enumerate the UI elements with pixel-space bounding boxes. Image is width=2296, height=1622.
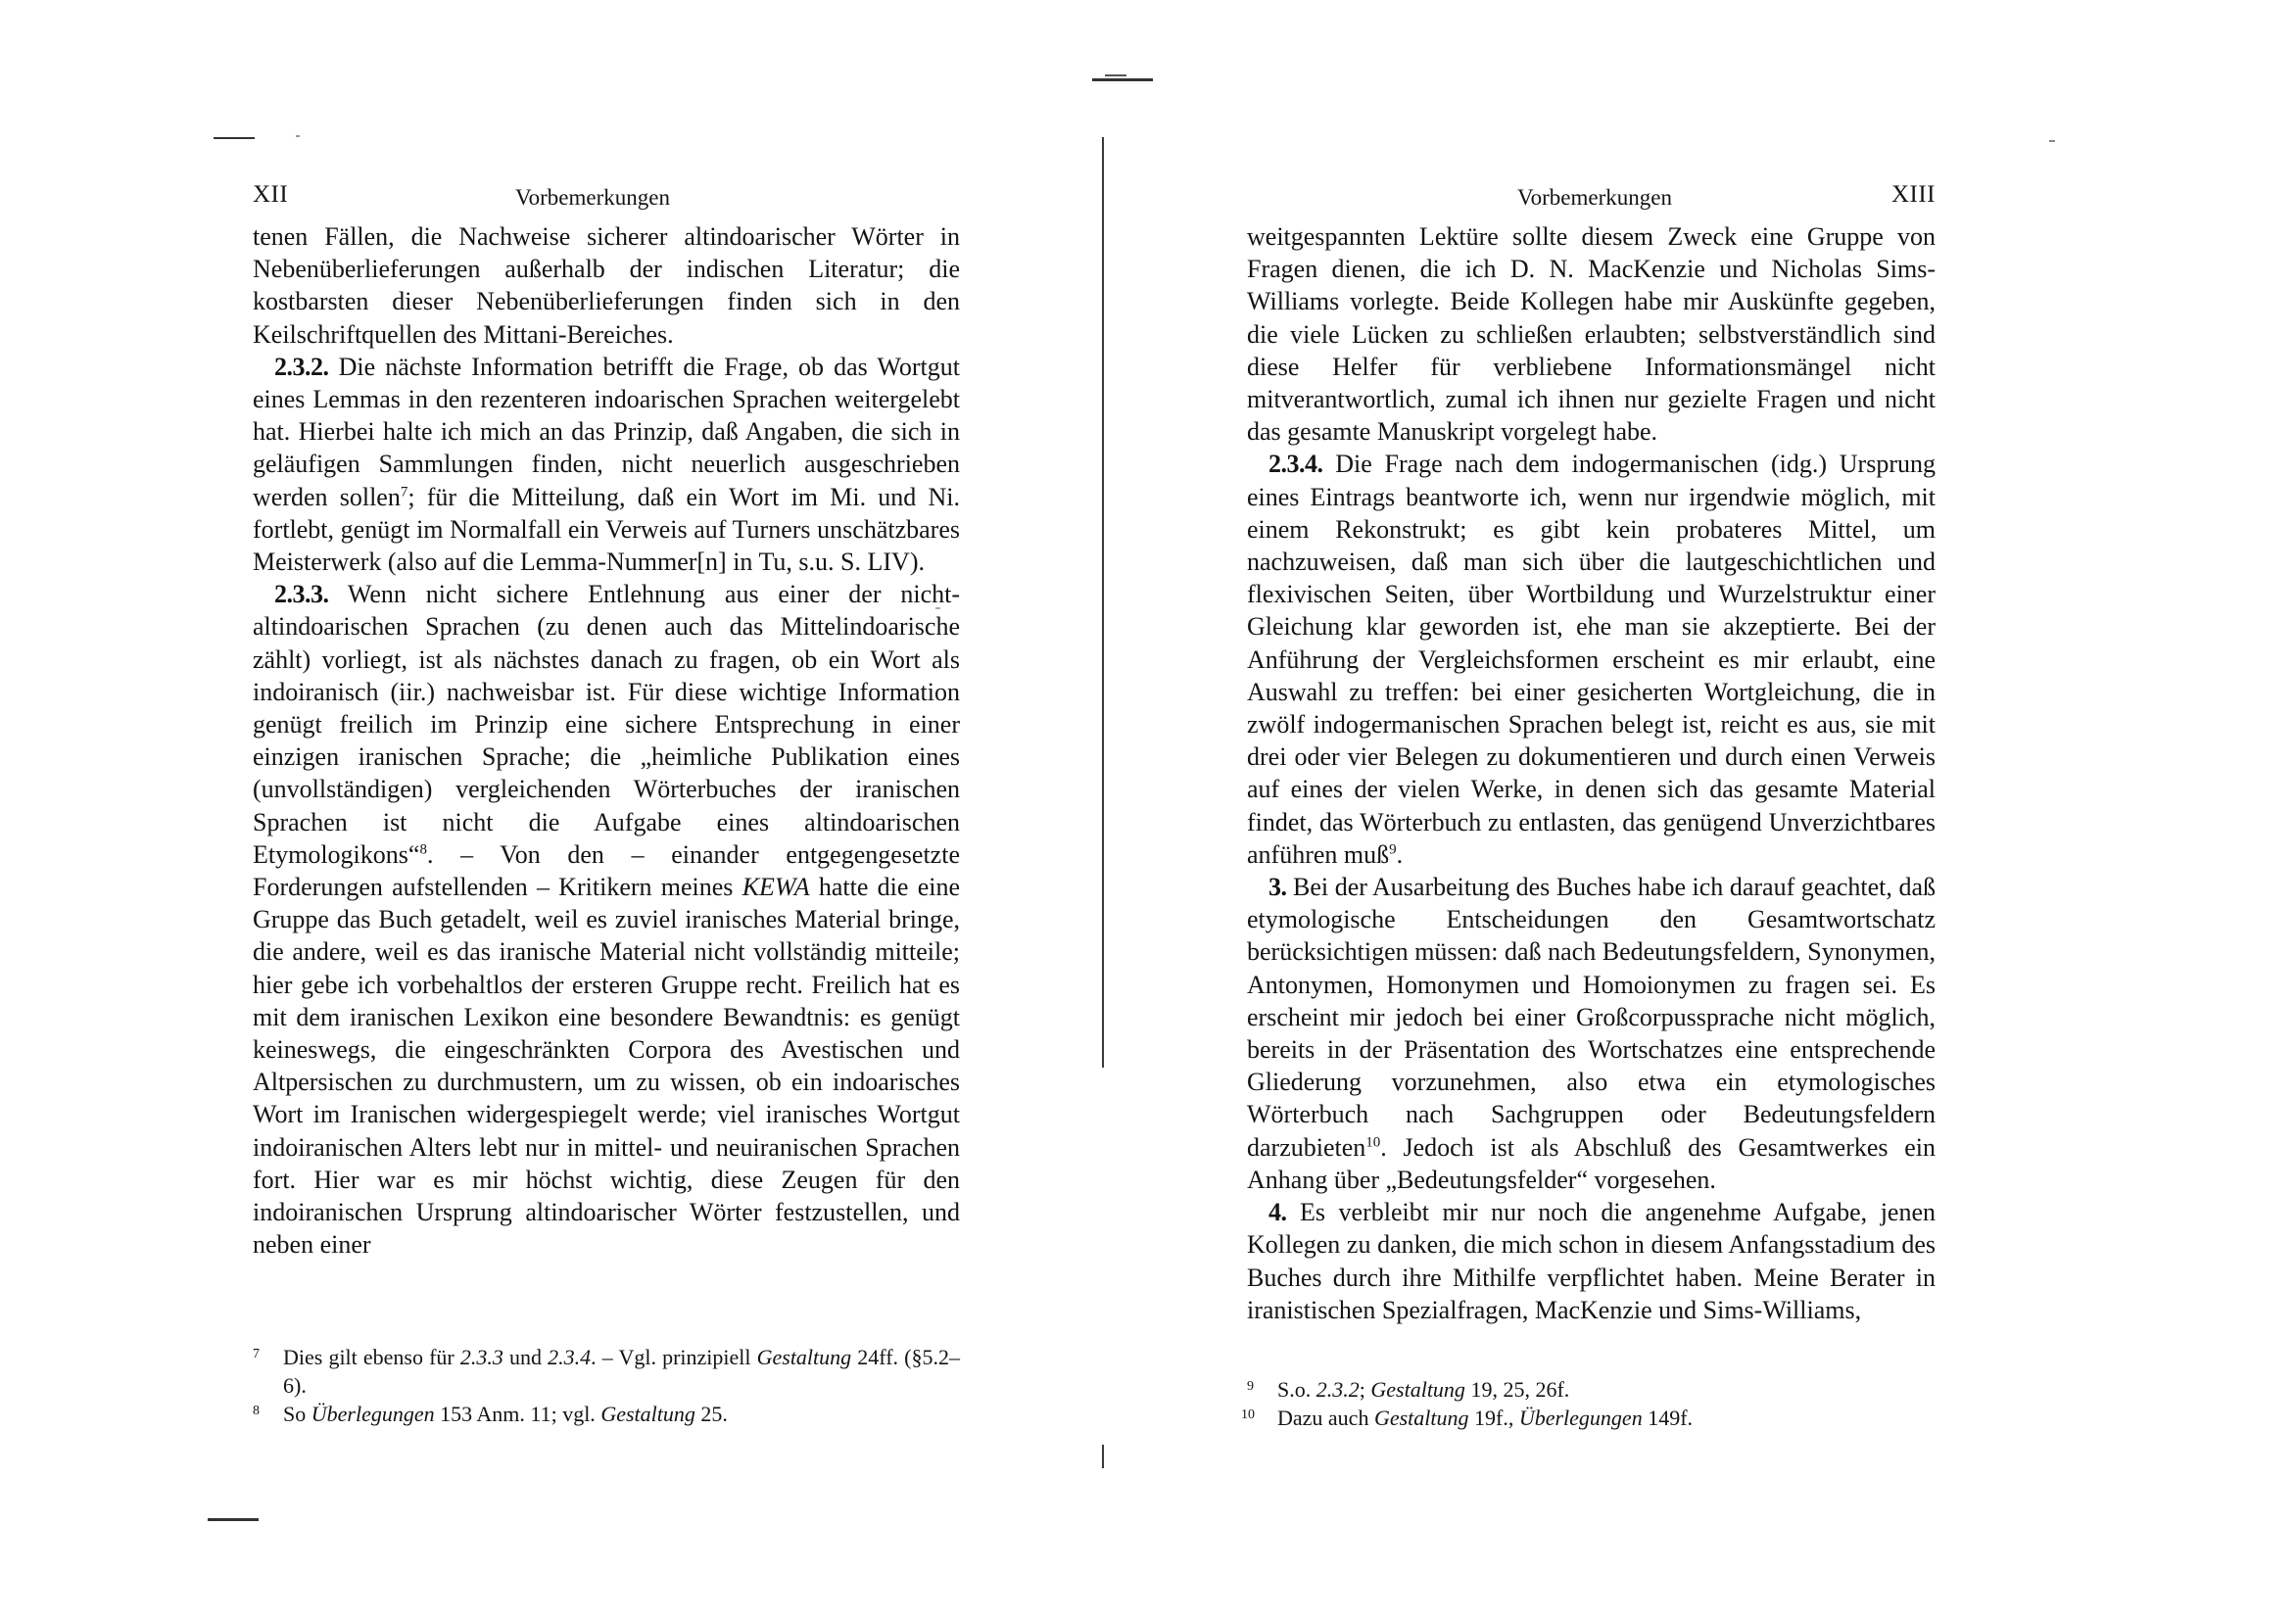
footnote — [1247, 1375, 1936, 1404]
paragraph — [1247, 448, 1936, 871]
section-number: 2.3.3. — [274, 580, 329, 609]
text-run: hatte die eine Gruppe das Buch getadelt, weil es zuviel iranisches Material bringe, die andere, weil es das iranische Material nicht vollständig mitteile; hier gebe ich vorbehaltlos der ersteren Gruppe recht. Freilich hat es mit dem iranischen Lexikon eine besondere Bewandtnis: es genügt keineswegs, die eingeschränkten Corpora des Avestischen und Altpersischen zu durchmustern, um zu wissen, ob ein indoarisches Wort im Iranischen widergespiegelt werde; viel iranisches Wortgut indoiranischen Alters lebt nur in mittel- und neuiranischen Sprachen fort. Hier war es mir höchst wichtig, diese Zeugen für den indoiranischen Ursprung altindoarischer Wörter festzustellen, und neben einer — [253, 873, 960, 1260]
left-page — [253, 181, 960, 1262]
footnote-mark: 9 — [1247, 1379, 1254, 1394]
text-run: tenen Fällen, die Nachweise sicherer altindoarischer Wörter in Nebenüberlieferungen außerhalb der indischen Literatur; die kostbarsten dieser Nebenüberlieferungen finden sich in den Keilschriftquellen des Mittani-Bereiches. — [253, 222, 960, 349]
right-page — [1247, 181, 1936, 1326]
footnote-ref: 7 — [400, 483, 408, 500]
italic-run: Gestaltung — [1370, 1377, 1465, 1402]
footnote — [253, 1343, 960, 1400]
scan-mark — [1105, 74, 1126, 76]
italic-run: 2.3.3 — [459, 1345, 503, 1369]
paragraph — [1247, 1196, 1936, 1326]
scan-mark — [2049, 140, 2055, 142]
section-number: 4. — [1268, 1198, 1287, 1227]
footnote-ref: 8 — [419, 841, 427, 858]
section-number: 2.3.2. — [274, 352, 329, 381]
scan-mark — [214, 137, 255, 139]
right-page-header — [1247, 181, 1936, 220]
text-run: 153 Anm. 11; vgl. — [434, 1402, 601, 1426]
italic-run: KEWA — [741, 873, 810, 902]
text-run: . – Vgl. prinzipiell — [591, 1345, 757, 1369]
footnote — [1241, 1404, 1936, 1432]
paragraph — [1247, 871, 1936, 1196]
text-run: So — [283, 1402, 311, 1426]
right-page-body — [1247, 220, 1936, 1326]
text-run: Wenn nicht sichere Entlehnung aus einer der nicht-altindoarischen Sprachen (zu denen auch das Mittelindoarische zählt) vorliegt, ist als nächstes danach zu fragen, ob ein Wort als indoiranisch (iir.) nachweisbar ist. Für diese wichtige Information genügt freilich im Prinzip eine sichere Entsprechung in einer einzigen iranischen Sprache; die „heimliche Publikation eines (unvollständigen) vergleichenden Wörterbuches der iranischen Sprachen ist nicht die Aufgabe eines altindoarischen Etymologikons“ — [253, 580, 960, 869]
text-run: ; für die Mitteilung, daß ein Wort im Mi. und Ni. fortlebt, genügt im Normalfall ein Verweis auf Turners unschätzbares Meisterwerk (also auf die Lemma-Nummer[n] in Tu, s.u. S. LIV). — [253, 482, 961, 577]
text-run: Die nächste Information betrifft die Frage, ob das Wortgut eines Lemmas in den rezenteren indoarischen Sprachen weitergelebt hat. Hierbei halte ich mich an das Prinzip, daß Angaben, die sich in geläufigen Sammlungen finden, nicht neuerlich ausgeschrieben werden sollen — [253, 352, 960, 511]
right-footnotes — [1241, 1375, 1936, 1432]
footnote — [253, 1400, 960, 1428]
text-run: weitgespannten Lektüre sollte diesem Zweck eine Gruppe von Fragen dienen, die ich D. N. MacKenzie und Nicholas Sims-Williams vorlegte. Beide Kollegen habe mir Auskünfte gegeben, die viele Lücken zu schließen erlaubten; selbstverständlich sind diese Helfer für verbliebene Informationsmängel nicht mitverantwortlich, zumal ich ihnen nur gezielte Fragen und nicht das gesamte Manuskript vorgelegt habe. — [1247, 222, 1936, 447]
footnote-mark: 7 — [253, 1347, 260, 1361]
text-run: Dies gilt ebenso für — [283, 1345, 460, 1369]
text-run: S.o. — [1277, 1377, 1316, 1402]
text-run: 19, 25, 26f. — [1464, 1377, 1570, 1402]
scan-mark — [1092, 78, 1153, 81]
footnote-ref: 9 — [1389, 841, 1397, 858]
italic-run: 2.3.4 — [548, 1345, 592, 1369]
italic-run: Gestaltung — [1373, 1406, 1469, 1430]
scan-mark — [296, 135, 300, 137]
left-page-header — [253, 181, 960, 220]
scan-mark — [208, 1518, 259, 1521]
paragraph — [253, 578, 960, 1261]
italic-run: Überlegungen — [311, 1402, 435, 1426]
paragraph — [253, 220, 960, 351]
text-run: 24ff. (§5.2–6). — [283, 1345, 960, 1398]
text-run: Die Frage nach dem indogermanischen (idg.) Ursprung eines Eintrags beantworte ich, wenn nur irgendwie möglich, mit einem Rekonstrukt; es gibt kein probateres Mittel, um nachzuweisen, daß man sich über die lautgeschichtlichen und flexivischen Seiten, über Wortbildung und Wurzelstruktur einer Gleichung klar geworden ist, ehe man sie akzeptierte. Bei der Anführung der Vergleichsformen erscheint es mir erlaubt, eine Auswahl zu treffen: bei einer gesicherten Wortgleichung, die in zwölf indogermanischen Sprachen belegt ist, reicht es aus, sie mit drei oder vier Belegen zu dokumentieren und durch einen Verweis auf eines der vielen Werke, in denen sich das gesamte Material findet, das Wörterbuch zu entlasten, das genügend Unverzichtbares anführen muß — [1247, 450, 1936, 869]
italic-run: Überlegungen — [1518, 1406, 1643, 1430]
paragraph — [1247, 220, 1936, 448]
text-run: 19f., — [1468, 1406, 1519, 1430]
text-run: . Jedoch ist als Abschluß des Gesamtwerkes ein Anhang über „Bedeutungsfelder“ vorgesehen. — [1247, 1132, 1936, 1194]
running-head: Vorbemerkungen — [515, 185, 670, 210]
text-run: und — [502, 1345, 549, 1369]
gutter-line — [1102, 1445, 1104, 1468]
section-number: 2.3.4. — [1268, 450, 1323, 479]
italic-run: Gestaltung — [600, 1402, 695, 1426]
left-page-body — [253, 220, 960, 1262]
footnote-ref: 10 — [1365, 1134, 1381, 1151]
paragraph — [253, 351, 960, 578]
text-run: . – Von den – einander entgegengesetzte Forderungen aufstellenden – Kritikern meines — [253, 839, 960, 902]
page-number: XII — [253, 181, 289, 208]
text-run: . — [1396, 839, 1404, 869]
italic-run: Gestaltung — [756, 1345, 852, 1369]
text-run: Dazu auch — [1277, 1406, 1374, 1430]
gutter-line — [1102, 137, 1104, 1068]
footnote-mark: 10 — [1241, 1407, 1255, 1422]
text-run: 25. — [694, 1402, 728, 1426]
footnote-mark: 8 — [253, 1404, 260, 1418]
text-run: Es verbleibt mir nur noch die angenehme Aufgabe, jenen Kollegen zu danken, die mich schon in diesem Anfangsstadium des Buches durch ihre Mithilfe verpflichtet haben. Meine Berater in iranistischen Spezialfragen, MacKenzie und Sims-Williams, — [1247, 1198, 1936, 1324]
section-number: 3. — [1268, 873, 1287, 902]
text-run: ; — [1359, 1377, 1371, 1402]
text-run: 149f. — [1642, 1406, 1694, 1430]
left-footnotes — [253, 1343, 960, 1428]
text-run: Bei der Ausarbeitung des Buches habe ich darauf geachtet, daß etymologische Entscheidungen den Gesamtwortschatz berücksichtigen müssen: daß nach Bedeutungsfeldern, Synonymen, Antonymen, Homonymen und Homoionymen zu fragen sei. Es erscheint mir jedoch bei einer Großcorpussprache nicht möglich, bereits in der Präsentation des Wortschatzes eine entsprechende Gliederung vorzunehmen, also etwa ein etymologisches Wörterbuch nach Sachgruppen oder Bedeutungsfeldern darzubieten — [1247, 873, 1936, 1162]
page-number: XIII — [1890, 181, 1936, 208]
running-head: Vorbemerkungen — [1517, 185, 1672, 210]
italic-run: 2.3.2 — [1315, 1377, 1360, 1402]
